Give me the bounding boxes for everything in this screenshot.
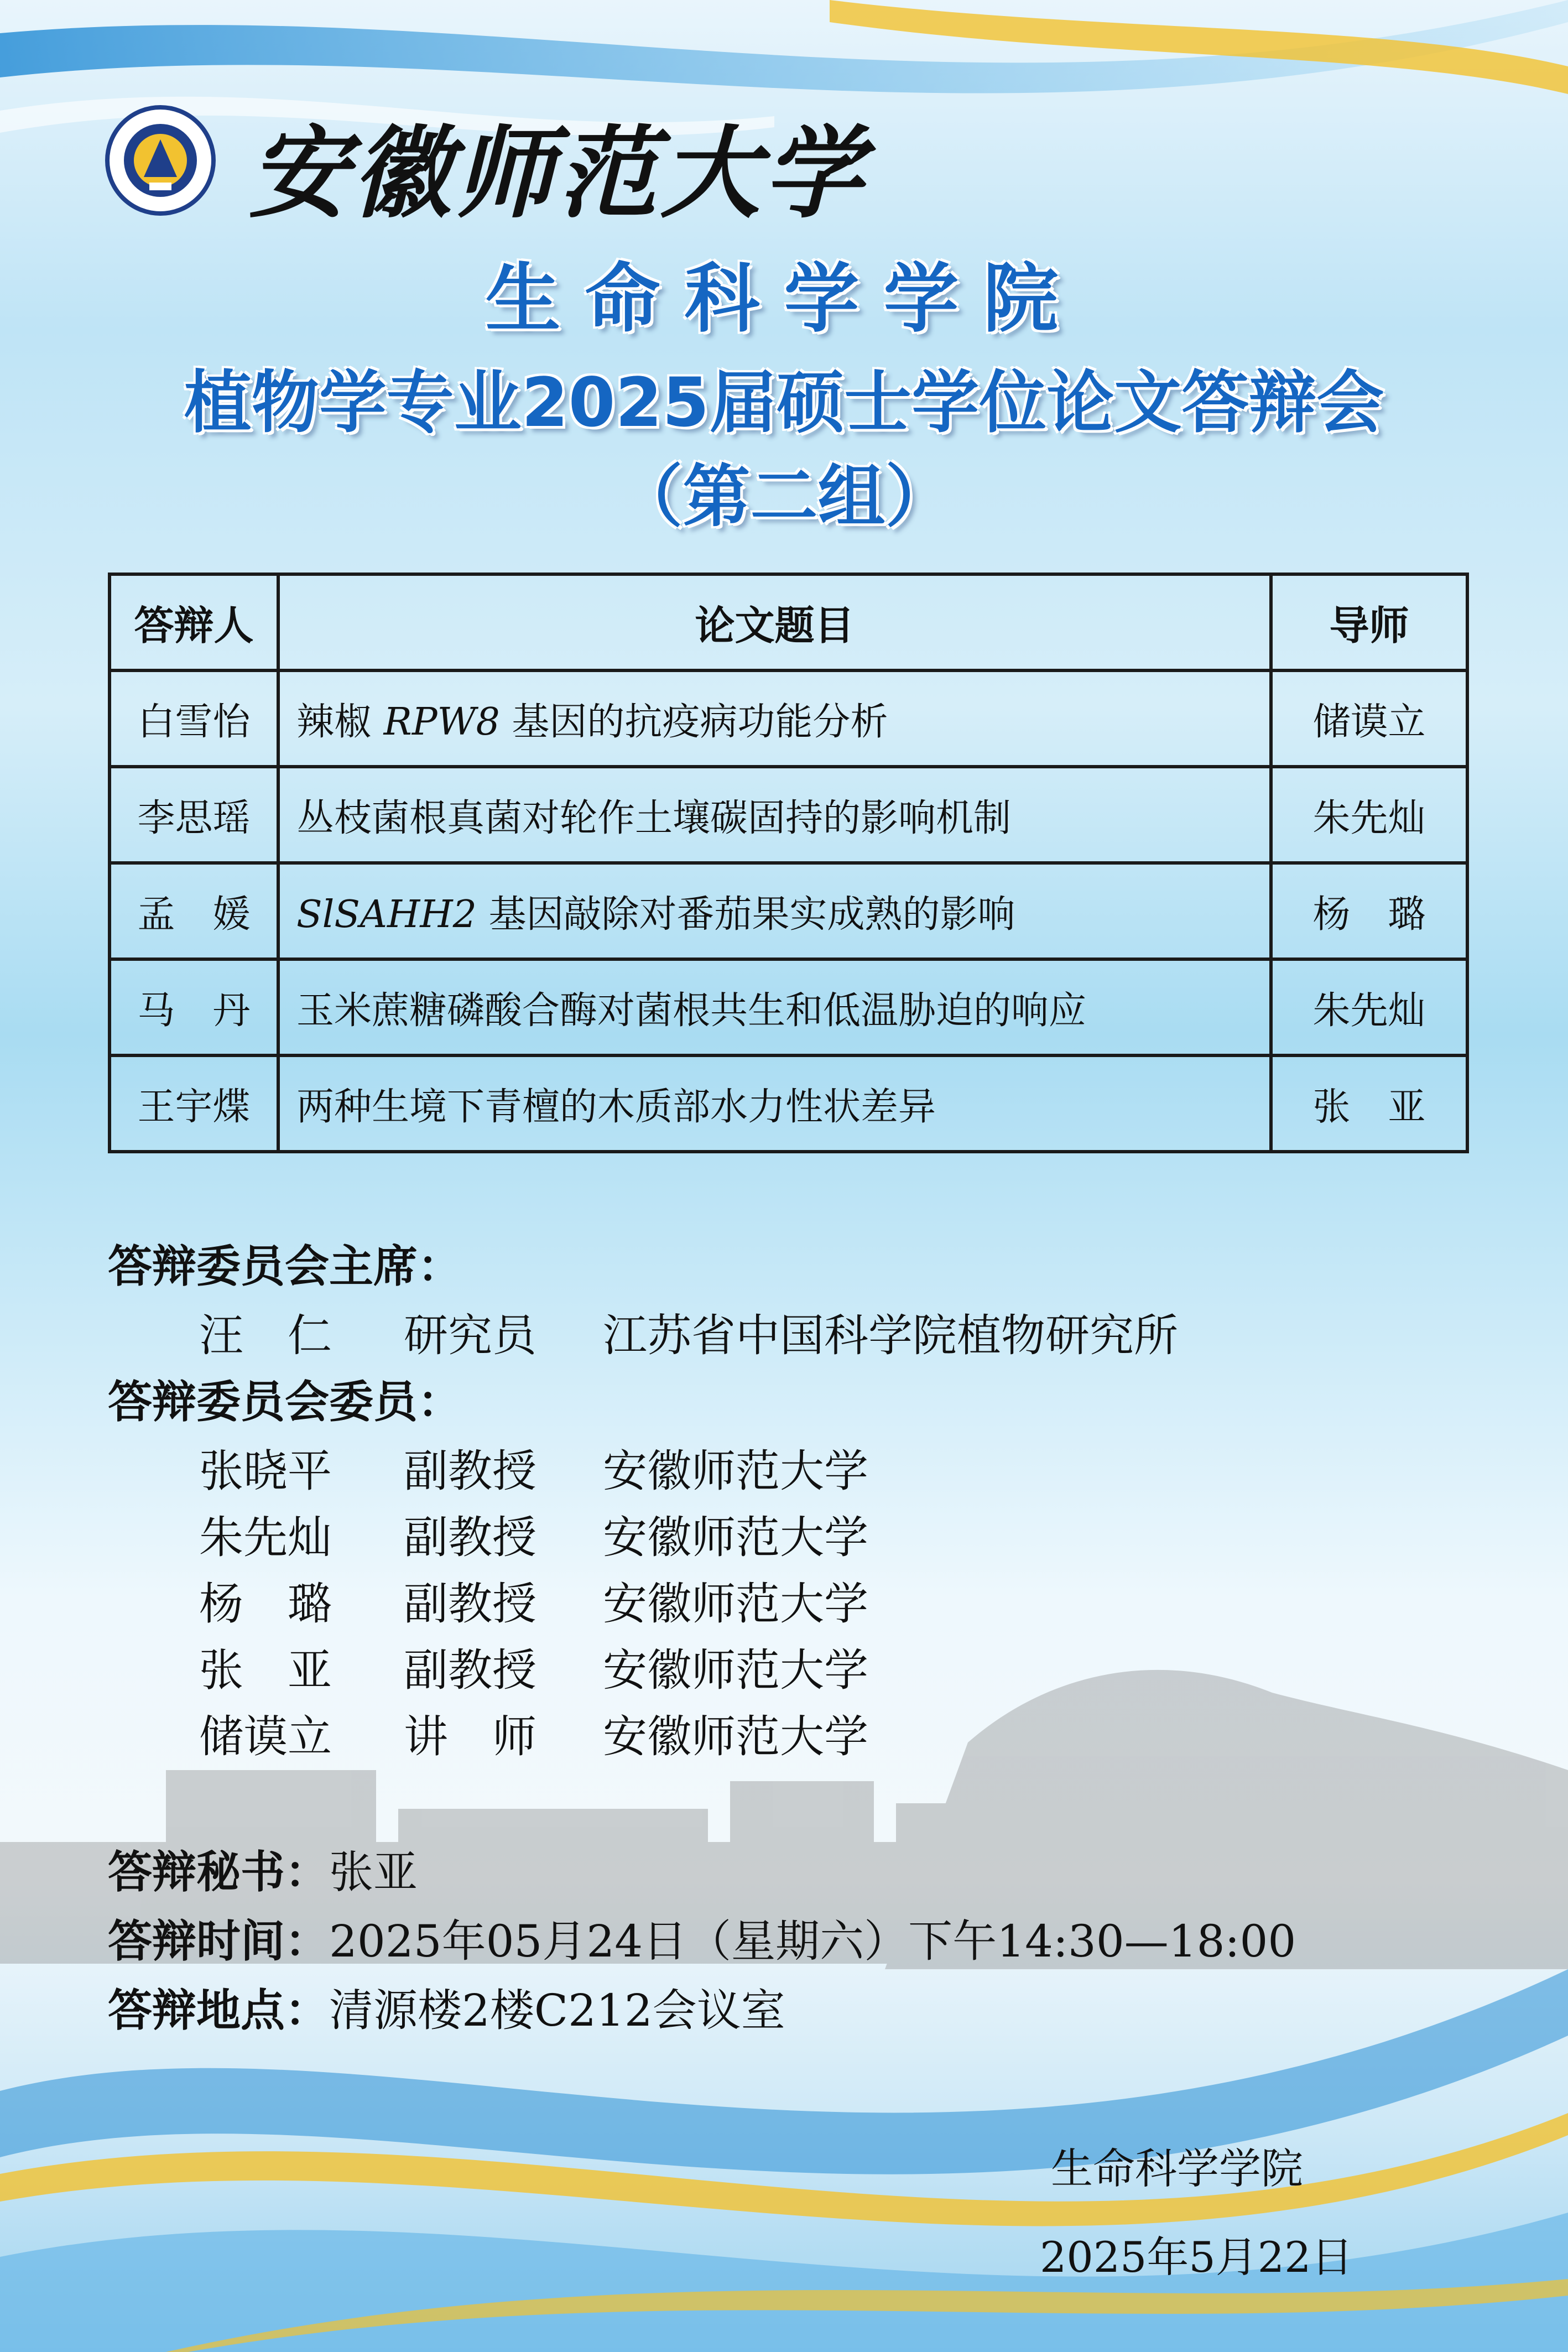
student-name: 白雪怡 (110, 670, 278, 767)
thesis-title: 玉米蔗糖磷酸合酶对菌根共生和低温胁迫的响应 (278, 959, 1271, 1055)
advisor-name: 张 亚 (1271, 1055, 1467, 1152)
thesis-title: 两种生境下青檀的木质部水力性状差异 (278, 1055, 1271, 1152)
committee-member-entry: 张 亚 副教授 安徽师范大学 (199, 1645, 868, 1696)
table-row (110, 863, 1467, 959)
table-row (110, 767, 1467, 863)
table-row (110, 670, 1467, 767)
header-advisor: 导师 (1271, 574, 1467, 670)
student-name: 王宇煠 (110, 1055, 278, 1152)
table-header-row (110, 574, 1467, 670)
secretary-line: 答辩秘书：张亚 (108, 1846, 418, 1898)
thesis-title: SlSAHH2 基因敲除对番茄果实成熟的影响 (278, 863, 1271, 959)
header-thesis-title: 论文题目 (278, 574, 1271, 670)
advisor-name: 储谟立 (1271, 670, 1467, 767)
title-school: 生命科学学院 (485, 256, 1083, 343)
advisor-name: 朱先灿 (1271, 959, 1467, 1055)
committee-chair-label: 答辩委员会主席： (108, 1241, 462, 1292)
university-seal-icon (105, 105, 216, 216)
student-name: 马 丹 (110, 959, 278, 1055)
committee-member-entry: 朱先灿 副教授 安徽师范大学 (199, 1512, 868, 1563)
table-row (110, 1055, 1467, 1152)
advisor-name: 杨 璐 (1271, 863, 1467, 959)
footer-org: 生命科学学院 (1051, 2144, 1303, 2193)
committee-member-entry: 张晓平 副教授 安徽师范大学 (199, 1445, 868, 1497)
title-group: （第二组） (615, 457, 953, 536)
committee-member-entry: 杨 璐 副教授 安徽师范大学 (199, 1578, 868, 1630)
place-line: 答辩地点：清源楼2楼C212会议室 (108, 1985, 785, 2036)
student-name: 李思瑶 (110, 767, 278, 863)
footer-date: 2025年5月22日 (1040, 2233, 1353, 2282)
university-name: 安徽师范大学 (249, 115, 867, 232)
defense-schedule-table (108, 573, 1469, 1153)
time-line: 答辩时间：2025年05月24日（星期六）下午14:30—18:00 (108, 1916, 1296, 1967)
advisor-name: 朱先灿 (1271, 767, 1467, 863)
student-name: 孟 媛 (110, 863, 278, 959)
committee-member-entry: 储谟立 讲 师 安徽师范大学 (199, 1711, 868, 1762)
table-row (110, 959, 1467, 1055)
thesis-title: 辣椒 RPW8 基因的抗疫病功能分析 (278, 670, 1271, 767)
title-event: 植物学专业2025届硕士学位论文答辩会 (184, 363, 1384, 442)
committee-chair-entry: 汪 仁 研究员 江苏省中国科学院植物研究所 (199, 1310, 1178, 1361)
committee-members-label: 答辩委员会委员： (108, 1376, 462, 1428)
header-student: 答辩人 (110, 574, 278, 670)
thesis-title: 丛枝菌根真菌对轮作土壤碳固持的影响机制 (278, 767, 1271, 863)
